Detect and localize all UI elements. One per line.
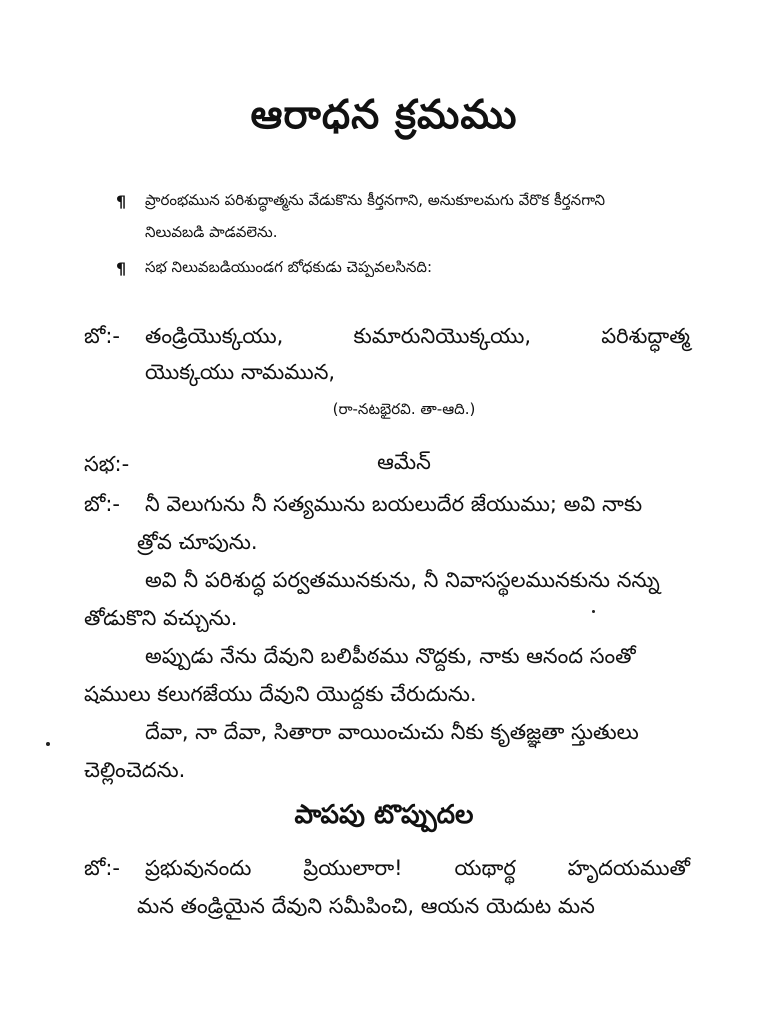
scan-speck	[592, 610, 595, 613]
verse-line: తోడుకొని వచ్చును.	[84, 606, 238, 630]
verse-word: కుమారునియొక్కయు,	[353, 324, 532, 348]
verse-word: తండ్రియొక్కయు,	[145, 324, 284, 348]
verse-word: హృదయముతో	[567, 856, 690, 880]
verse-line	[145, 324, 690, 354]
congregation-response: ఆమేన్	[377, 450, 431, 474]
verse-line: షములు కలుగజేయు దేవుని యొద్దకు చేరుదును.	[84, 682, 477, 706]
verse-word: ప్రభువునందు	[145, 856, 252, 880]
verse-word: ప్రియులారా!	[303, 856, 403, 880]
speaker-label: బో:-	[84, 492, 120, 516]
instruction-1	[145, 184, 705, 248]
scan-speck	[46, 742, 50, 746]
verse-line: అవి నీ పరిశుద్ధ పర్వతమునకును, నీ నివాసస్థలమునకును నన్ను	[145, 568, 660, 592]
page-title: ఆరాధన క్రమము	[250, 92, 518, 138]
verse-word: యథార్థ	[454, 856, 516, 880]
instruction-2-line-1: సభ నిలువబడియుండగ బోధకుడు చెప్పవలసినది:	[145, 258, 433, 276]
verse-line: త్రోవ చూపును.	[137, 530, 258, 554]
instruction-2	[145, 251, 705, 283]
speaker-label: సభ:-	[84, 452, 130, 476]
pilcrow-icon: ¶	[116, 192, 127, 211]
verse-line: నీ వెలుగును నీ సత్యమును బయలుదేర జేయుము; అవి నాకు	[145, 492, 643, 516]
speaker-label: బో:-	[84, 856, 120, 880]
verse-line: యొక్కయు నామమున,	[145, 360, 336, 384]
verse-line: మన తండ్రియైన దేవుని సమీపించి, ఆయన యెదుట మన	[137, 894, 595, 918]
instruction-1-line-2: నిలువబడి పాడవలెను.	[145, 223, 278, 241]
speaker-label: బో:-	[84, 324, 120, 348]
verse-line: అప్పుడు నేను దేవుని బలిపీఠము నొద్దకు, నాకు ఆనంద సంతో	[145, 644, 636, 668]
raga-tala-note: (రా-నటభైరవి. తా-ఆది.)	[332, 400, 476, 418]
verse-word: పరిశుద్ధాత్మ	[601, 324, 690, 348]
verse-line	[145, 856, 690, 886]
verse-line: చెల్లించెదను.	[84, 758, 186, 782]
instruction-1-line-1: ప్రారంభమున పరిశుద్ధాత్మను వేడుకొను కీర్తనగాని, అనుకూలమగు వేరొక కీర్తనగాని	[145, 191, 606, 209]
verse-line: దేవా, నా దేవా, సితారా వాయించుచు నీకు కృతజ్ఞతా స్తుతులు	[145, 720, 639, 744]
section-heading: పాపపు టొప్పుదల	[294, 800, 474, 830]
pilcrow-icon: ¶	[116, 259, 127, 278]
